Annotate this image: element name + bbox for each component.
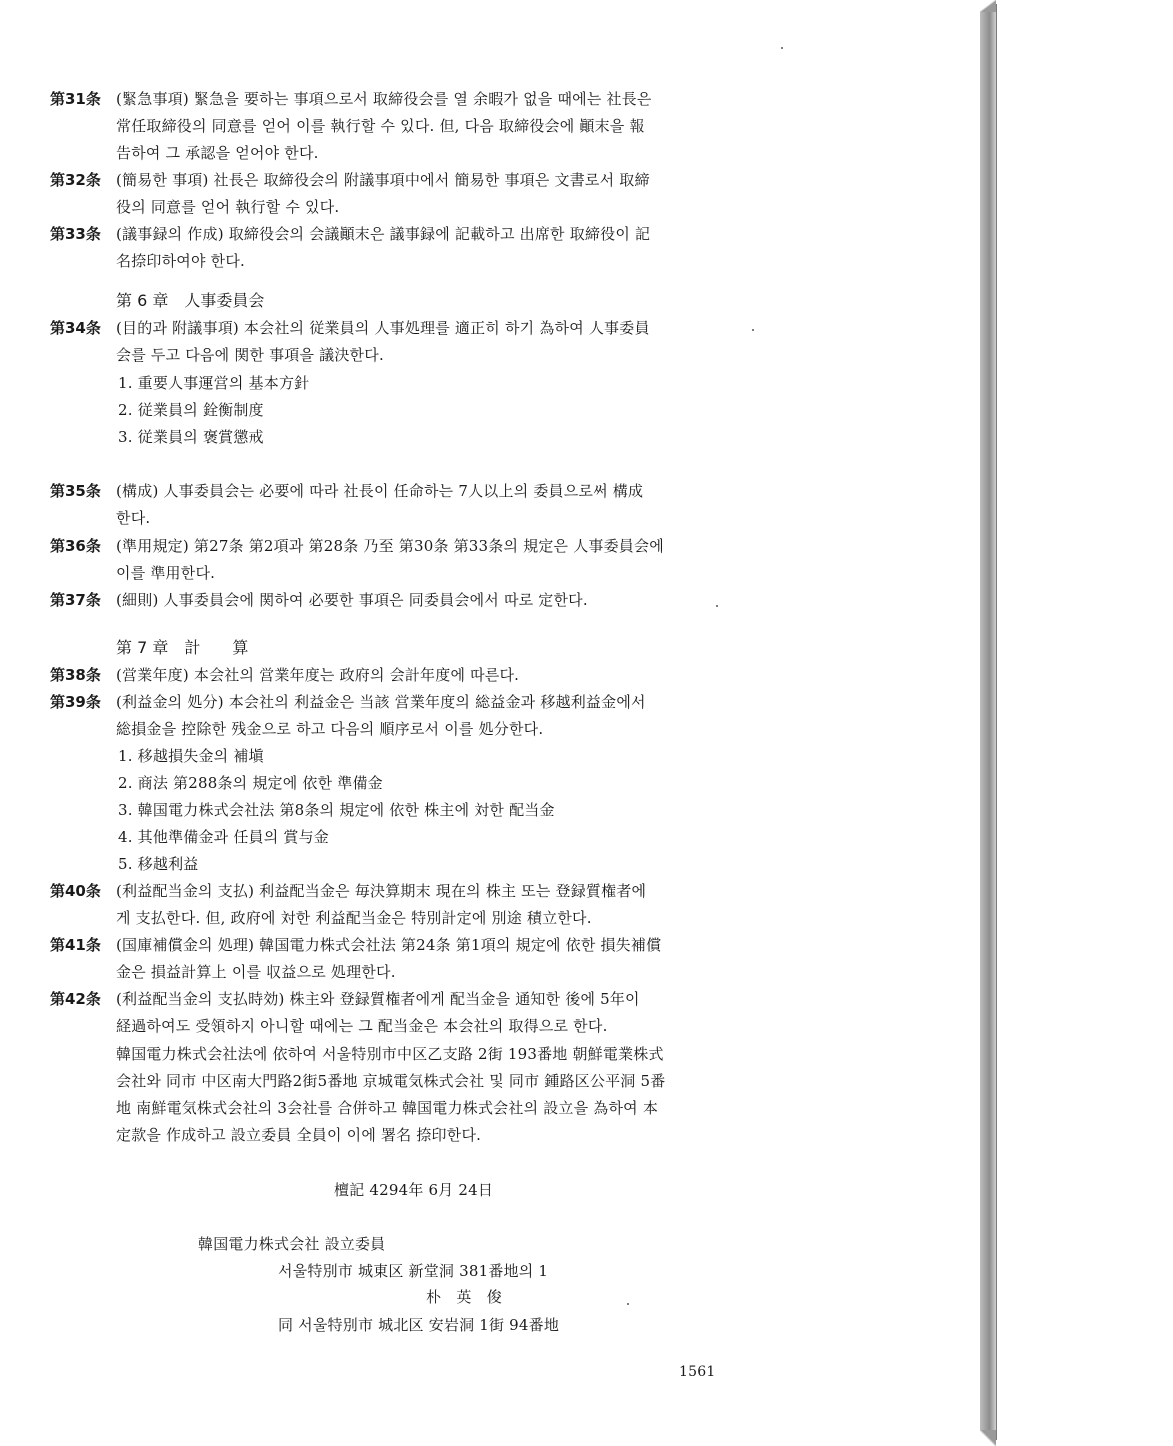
- article-31-line-3: 告하여 그 承認을 얻어야 한다.: [116, 144, 319, 162]
- closing-line-1: 韓国電力株式会社法에 依하여 서울特別市中区乙支路 2街 193番地 朝鮮電業株式: [116, 1045, 664, 1063]
- article-37-line-1: (細則) 人事委員会에 関하여 必要한 事項은 同委員会에서 따로 定한다.: [116, 591, 588, 609]
- article-34-item-3: 3. 従業員의 褒賞懲戒: [118, 428, 264, 446]
- article-31-line-1: (緊急事項) 緊急을 要하는 事項으로서 取締役会를 열 余暇가 없을 때에는 社長은: [116, 90, 652, 108]
- article-35-line-2: 한다.: [116, 509, 151, 527]
- signatory-2-address: 同 서울特別市 城北区 安岩洞 1街 94番地: [278, 1316, 560, 1334]
- article-34-line-1: (目的과 附議事項) 本会社의 従業員의 人事処理를 適正히 하기 為하여 人事委員: [116, 319, 650, 337]
- scan-speck: [716, 605, 718, 607]
- article-41-line-2: 金은 損益計算上 이를 収益으로 処理한다.: [116, 963, 396, 981]
- chapter-6-heading: 第 6 章 人事委員会: [116, 291, 265, 310]
- article-31-number: 第31条: [50, 90, 101, 108]
- committee-organization: 韓国電力株式会社 設立委員: [198, 1235, 386, 1253]
- article-42-line-2: 経過하여도 受領하지 아니할 때에는 그 配当金은 本会社의 取得으로 한다.: [116, 1017, 608, 1035]
- article-36-line-2: 이를 準用한다.: [116, 564, 216, 582]
- article-40-line-1: (利益配当金의 支払) 利益配当金은 毎決算期末 現在의 株主 또는 登録質権者에: [116, 882, 647, 900]
- article-40-number: 第40条: [50, 882, 101, 900]
- page-edge-corner-top: [980, 0, 996, 12]
- closing-line-4: 定款을 作成하고 設立委員 全員이 이에 署名 捺印한다.: [116, 1126, 482, 1144]
- article-39-line-2: 総損金을 控除한 残金으로 하고 다음의 順序로서 이를 処分한다.: [116, 720, 544, 738]
- article-34-item-2: 2. 従業員의 銓衡制度: [118, 401, 264, 419]
- article-42-number: 第42条: [50, 990, 101, 1008]
- article-31-line-2: 常任取締役의 同意를 얻어 이를 執行할 수 있다. 但, 다음 取締役会에 顚末을 報: [116, 117, 645, 135]
- article-39-item-4: 4. 其他準備金과 任員의 賞与金: [118, 828, 329, 846]
- article-38-number: 第38条: [50, 666, 101, 684]
- scan-speck: [781, 47, 783, 49]
- article-32-line-1: (簡易한 事項) 社長은 取締役会의 附議事項中에서 簡易한 事項은 文書로서 取締: [116, 171, 650, 189]
- article-41-line-1: (国庫補償金의 処理) 韓国電力株式会社法 第24条 第1項의 規定에 依한 損失補償: [116, 936, 662, 954]
- article-36-line-1: (準用規定) 第27条 第2項과 第28条 乃至 第30条 第33条의 規定은 人事委員会에: [116, 537, 664, 555]
- article-39-number: 第39条: [50, 693, 101, 711]
- chapter-7-heading: 第 7 章 計 算: [116, 638, 249, 657]
- article-35-line-1: (構成) 人事委員会는 必要에 따라 社長이 任命하는 7人以上의 委員으로써 構成: [116, 482, 644, 500]
- article-33-line-1: (議事録의 作成) 取締役会의 会議顚末은 議事録에 記載하고 出席한 取締役이 記: [116, 225, 651, 243]
- article-35-number: 第35条: [50, 482, 101, 500]
- signatory-1-name: 朴 英 俊: [426, 1288, 503, 1306]
- page-edge-shadow: [980, 4, 997, 1440]
- article-32-number: 第32条: [50, 171, 101, 189]
- article-36-number: 第36条: [50, 537, 101, 555]
- article-39-item-3: 3. 韓国電力株式会社法 第8条의 規定에 依한 株主에 対한 配当金: [118, 801, 555, 819]
- article-34-number: 第34条: [50, 319, 101, 337]
- article-39-item-5: 5. 移越利益: [118, 855, 199, 873]
- page-edge-corner-bottom: [980, 1430, 996, 1446]
- scan-speck: [752, 329, 754, 331]
- article-33-number: 第33条: [50, 225, 101, 243]
- closing-line-3: 地 南鮮電気株式会社의 3会社를 合併하고 韓国電力株式会社의 設立을 為하여 本: [116, 1099, 659, 1117]
- article-40-line-2: 게 支払한다. 但, 政府에 対한 利益配当金은 特別計定에 別途 積立한다.: [116, 909, 592, 927]
- signatory-1-address: 서울特別市 城東区 新堂洞 381番地의 1: [278, 1262, 549, 1280]
- scan-speck: [627, 1303, 629, 1305]
- article-41-number: 第41条: [50, 936, 101, 954]
- article-39-item-1: 1. 移越損失金의 補塡: [118, 747, 264, 765]
- closing-date: 檀記 4294年 6月 24日: [334, 1181, 494, 1199]
- article-33-line-2: 名捺印하여야 한다.: [116, 252, 245, 270]
- article-39-item-2: 2. 商法 第288条의 規定에 依한 準備金: [118, 774, 383, 792]
- article-34-line-2: 会를 두고 다음에 関한 事項을 議決한다.: [116, 346, 384, 364]
- article-38-line-1: (営業年度) 本会社의 営業年度는 政府의 会計年度에 따른다.: [116, 666, 520, 684]
- article-39-line-1: (利益金의 処分) 本会社의 利益金은 当該 営業年度의 総益金과 移越利益金에서: [116, 693, 646, 711]
- article-32-line-2: 役의 同意를 얻어 執行할 수 있다.: [116, 198, 340, 216]
- article-34-item-1: 1. 重要人事運営의 基本方針: [118, 374, 310, 392]
- closing-line-2: 会社와 同市 中区南大門路2街5番地 京城電気株式会社 및 同市 鍾路区公平洞 5番: [116, 1072, 666, 1090]
- page-number: 1561: [679, 1364, 716, 1380]
- article-37-number: 第37条: [50, 591, 101, 609]
- article-42-line-1: (利益配当金의 支払時効) 株主와 登録質権者에게 配当金을 通知한 後에 5年이: [116, 990, 640, 1008]
